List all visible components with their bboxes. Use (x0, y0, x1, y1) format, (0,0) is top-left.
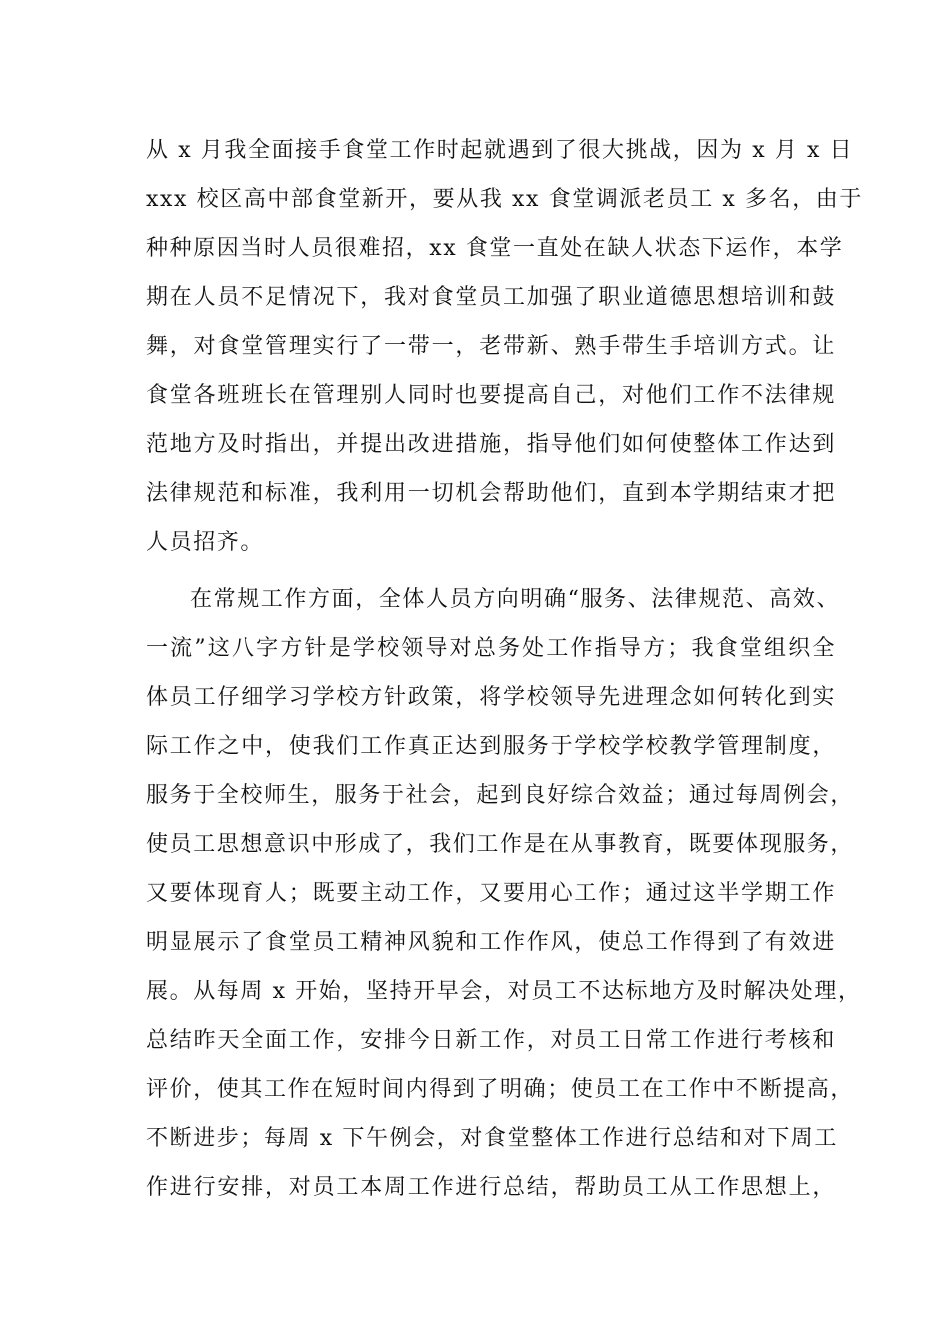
paragraph-1-line-3: 种种原因当时人员很难招，xx 食堂一直处在缺人状态下运作，本学 (146, 236, 844, 261)
paragraph-1-line-6: 食堂各班班长在管理别人同时也要提高自己，对他们工作不法律规 (146, 383, 836, 408)
paragraph-1-line-7: 范地方及时指出，并提出改进措施，指导他们如何使整体工作达到 (146, 432, 836, 457)
paragraph-2-line-3: 体员工仔细学习学校方针政策，将学校领导先进理念如何转化到实 (146, 685, 836, 710)
paragraph-1-line-2: xxx 校区高中部食堂新开，要从我 xx 食堂调派老员工 x 多名，由于 (146, 187, 864, 212)
paragraph-2-line-13: 作进行安排，对员工本周工作进行总结，帮助员工从工作思想上， (146, 1175, 836, 1200)
paragraph-2-line-12: 不断进步；每周 x 下午例会，对食堂整体工作进行总结和对下周工 (146, 1126, 838, 1151)
paragraph-1-line-4: 期在人员不足情况下，我对食堂员工加强了职业道德思想培训和鼓 (146, 285, 836, 310)
paragraph-1-line-5: 舞，对食堂管理实行了一带一，老带新、熟手带生手培训方式。让 (146, 334, 836, 359)
paragraph-2-line-2: 一流”这八字方针是学校领导对总务处工作指导方；我食堂组织全 (146, 636, 836, 661)
paragraph-2-line-6: 使员工思想意识中形成了，我们工作是在从事教育，既要体现服务， (146, 832, 855, 857)
paragraph-2-line-9: 展。从每周 x 开始，坚持开早会，对员工不达标地方及时解决处理， (146, 979, 862, 1004)
paragraph-2-line-8: 明显展示了食堂员工精神风貌和工作作风，使总工作得到了有效进 (146, 930, 836, 955)
paragraph-2-line-11: 评价，使其工作在短时间内得到了明确；使员工在工作中不断提高， (146, 1077, 855, 1102)
paragraph-2-line-1: 在常规工作方面，全体人员方向明确“服务、法律规范、高效、 (190, 587, 841, 612)
paragraph-2-line-4: 际工作之中，使我们工作真正达到服务于学校学校教学管理制度， (146, 734, 836, 759)
paragraph-1-line-9: 人员招齐。 (146, 530, 265, 555)
paragraph-2-line-10: 总结昨天全面工作，安排今日新工作，对员工日常工作进行考核和 (146, 1028, 836, 1053)
paragraph-2-line-5: 服务于全校师生，服务于社会，起到良好综合效益；通过每周例会， (146, 783, 855, 808)
paragraph-1-line-8: 法律规范和标准，我利用一切机会帮助他们，直到本学期结束才把 (146, 481, 836, 506)
paragraph-1-line-1: 从 x 月我全面接手食堂工作时起就遇到了很大挑战，因为 x 月 x 日 (146, 138, 854, 163)
paragraph-2-line-7: 又要体现育人；既要主动工作，又要用心工作；通过这半学期工作 (146, 881, 836, 906)
